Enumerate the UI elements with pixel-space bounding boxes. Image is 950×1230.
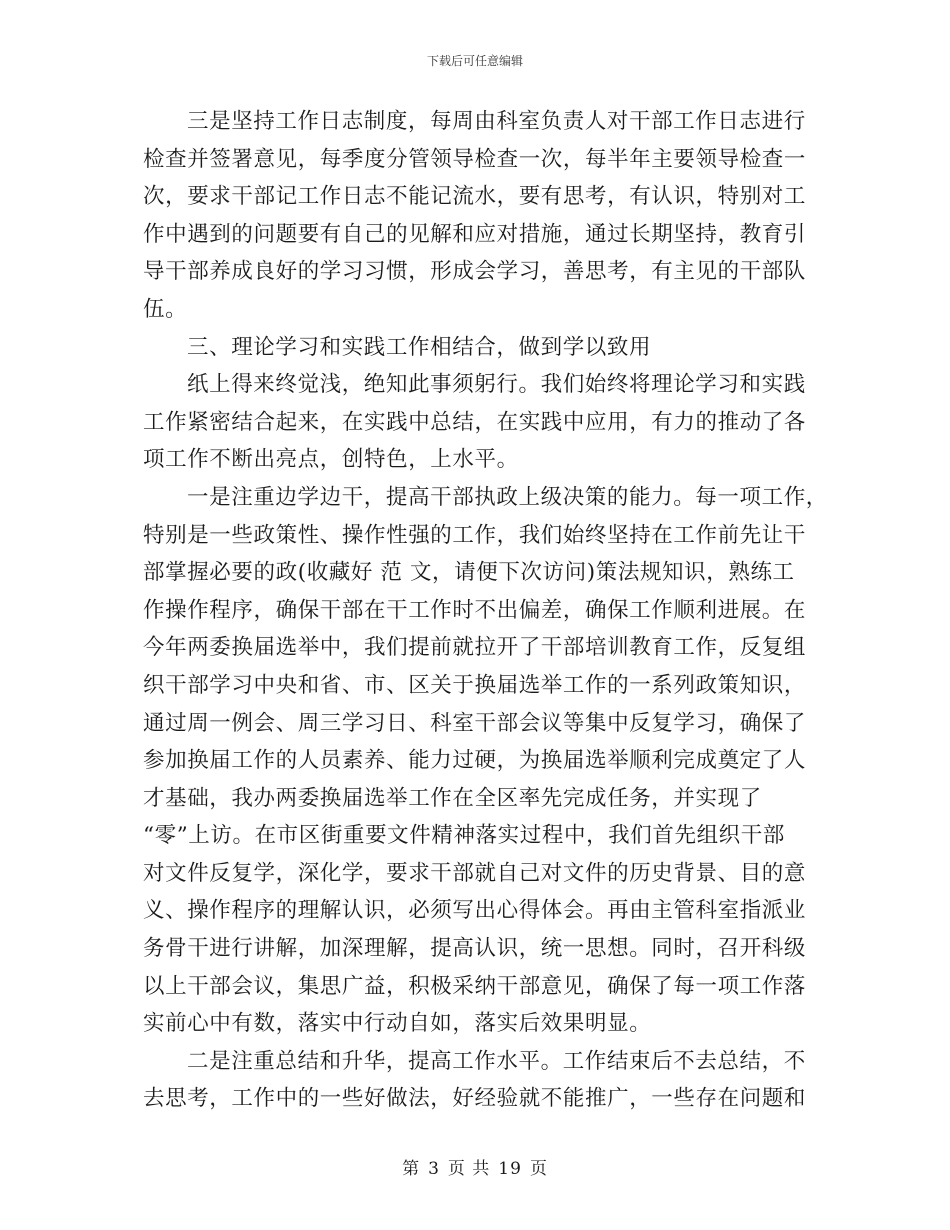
text-line: 伍。 — [143, 296, 188, 322]
text-line: 去思考，工作中的一些好做法，好经验就不能推广，一些存在问题和 — [143, 1086, 807, 1112]
text-line: 才基础，我办两委换届选举工作在全区率先完成任务，并实现了 — [143, 785, 762, 811]
paragraph — [143, 1043, 807, 1118]
footer-prefix: 第 — [402, 1159, 421, 1179]
text-line: 对文件反复学，深化学，要求干部就自己对文件的历史背景、目的意 — [143, 860, 807, 886]
page-header: 下载后可任意编辑 — [426, 54, 523, 68]
text-line: 三是坚持工作日志制度，每周由科室负责人对干部工作日志进行 — [187, 109, 806, 134]
section-heading — [143, 329, 803, 367]
text-line: 作中遇到的问题要有自己的见解和应对措施，通过长期坚持，教育引 — [143, 221, 807, 247]
footer-middle: 页 共 — [447, 1159, 491, 1179]
paragraph — [143, 479, 828, 1043]
text-line: 部掌握必要的政(收藏好 范 文，请便下次访问)策法规知识，熟练工 — [143, 560, 795, 586]
text-line: 织干部学习中央和省、市、区关于换届选举工作的一系列政策知识， — [143, 672, 807, 698]
text-line: 次，要求干部记工作日志不能记流水，要有思考，有认识，特别对工 — [143, 184, 807, 210]
text-line: 纸上得来终觉浅，绝知此事须躬行。我们始终将理论学习和实践 — [187, 372, 806, 398]
text-line: 三、理论学习和实践工作相结合，做到学以致用 — [187, 334, 652, 360]
document-body — [143, 103, 828, 1118]
text-line: 导干部养成良好的学习习惯，形成会学习，善思考，有主见的干部队 — [143, 259, 807, 285]
text-line: 务骨干进行讲解，加深理解，提高认识，统一思想。同时，召开科级 — [143, 936, 807, 962]
page-number: 3 — [428, 1159, 440, 1179]
text-line: 一是注重边学边干，提高干部执政上级决策的能力。每一项工作， — [187, 484, 828, 510]
page-total: 19 — [498, 1159, 522, 1179]
text-line: 实前心中有数，落实中行动自如，落实后效果明显。 — [143, 1011, 652, 1037]
text-line: 项工作不断出亮点，创特色，上水平。 — [143, 447, 519, 473]
text-line: 特别是一些政策性、操作性强的工作，我们始终坚持在工作前先让干 — [143, 522, 807, 548]
text-line: 检查并签署意见，每季度分管领导检查一次，每半年主要领导检查一 — [143, 146, 807, 172]
text-line: 义、操作程序的理解认识，必须写出心得体会。再由主管科室指派业 — [143, 898, 807, 924]
paragraph — [143, 103, 807, 329]
page-footer — [0, 1154, 950, 1179]
text-line: 以上干部会议，集思广益，积极采纳干部意见，确保了每一项工作落 — [143, 973, 807, 999]
text-line: 通过周一例会、周三学习日、科室干部会议等集中反复学习，确保了 — [143, 710, 807, 736]
text-line: 今年两委换届选举中，我们提前就拉开了干部培训教育工作，反复组 — [143, 635, 807, 661]
text-line: 参加换届工作的人员素养、能力过硬，为换届选举顺利完成奠定了人 — [143, 748, 807, 774]
footer-suffix: 页 — [529, 1159, 548, 1179]
text-line: “零”上访。在市区街重要文件精神落实过程中，我们首先组织干部 — [143, 823, 785, 849]
text-line: 工作紧密结合起来，在实践中总结，在实践中应用，有力的推动了各 — [143, 409, 807, 435]
text-line: 作操作程序，确保干部在干工作时不出偏差，确保工作顺利进展。在 — [143, 597, 807, 623]
paragraph — [143, 366, 807, 479]
text-line: 二是注重总结和升华，提高工作水平。工作结束后不去总结，不 — [187, 1048, 806, 1074]
